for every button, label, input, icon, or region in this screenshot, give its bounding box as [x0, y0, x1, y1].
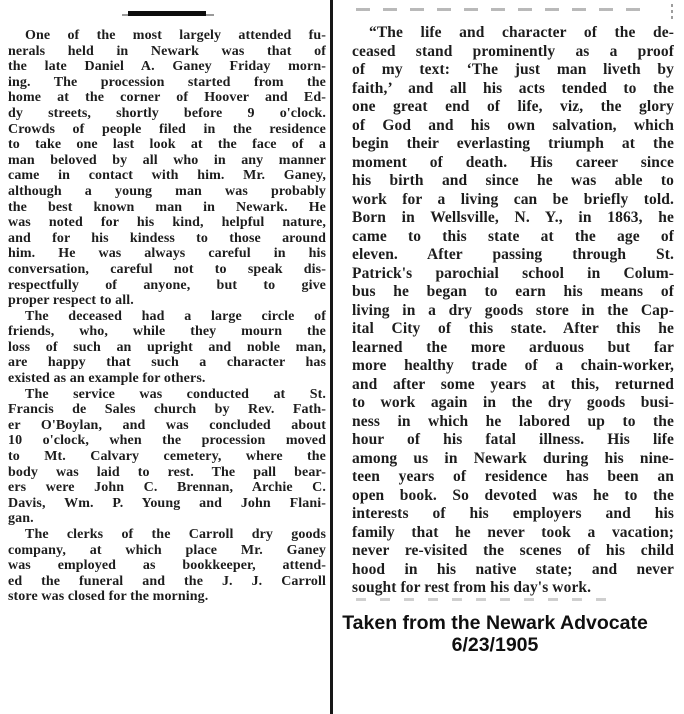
text-line: the best known man in Newark. He [8, 199, 326, 215]
text-line: although a young man was probably [8, 183, 326, 199]
text-line: of God and his own salvation, which [352, 116, 674, 134]
text-line: among us in Newark during his nine- [352, 449, 674, 467]
text-line: more healthy trade of a chain-worker, [352, 357, 674, 374]
text-line: body was laid to rest. The pall bear- [8, 464, 326, 480]
article-column-left [8, 28, 326, 605]
right-edge-rule-fragment [671, 4, 673, 21]
text-line: ers were John C. Brennan, Archie C. [8, 480, 326, 496]
text-line: The service was conducted at St. [25, 386, 326, 402]
text-line: ital City of this state. After this he [352, 320, 674, 337]
text-line: the late Daniel A. Ganey Friday morn- [8, 59, 326, 75]
text-line: begin their everlasting triumph at the [352, 135, 674, 152]
text-line: interests of his employers and his [352, 505, 674, 522]
text-line: gan. [8, 511, 34, 527]
text-line: dy streets, shortly before 9 o'clock. [8, 105, 326, 121]
text-line: proper respect to all. [8, 293, 134, 309]
text-line: are happy that such a character has [8, 355, 326, 371]
text-line: family that he never took a vacation; [352, 523, 674, 541]
text-line: ness in which he labored up to the [352, 412, 674, 430]
text-line: er O'Boylan, and was concluded about [8, 417, 326, 433]
text-line: hood in his native state; and never [352, 560, 674, 578]
text-line: was noted for his kind, helpful nature, [8, 215, 326, 231]
text-line: nerals held in Newark was that of [8, 43, 326, 59]
text-line: sought for rest from his day's work. [352, 579, 592, 596]
text-line: came in contact with him. Mr. Ganey, [8, 168, 326, 184]
text-line: bus he began to earn his means of [352, 283, 674, 300]
text-line: eleven. After passing through St. [352, 246, 674, 263]
text-line: never re-visited the scenes of his child [352, 542, 674, 559]
text-line: ceased stand prominently as a proof [352, 42, 674, 60]
text-line: to take one last look at the face of a [8, 137, 326, 153]
text-line: “The life and character of the de- [369, 24, 674, 41]
text-line: store was closed for the morning. [8, 589, 209, 605]
text-line: friends, who, while they mourn the [8, 324, 326, 340]
text-line: hour of his fatal illness. His life [352, 431, 674, 448]
text-line: to Mt. Calvary cemetery, where the [8, 449, 326, 465]
cropped-text-remnant-top [356, 8, 644, 11]
text-line: loss of such an upright and noble man, [8, 339, 326, 355]
text-line: living in a dry goods store in the Cap- [352, 301, 674, 319]
text-line: Born in Wellsville, N. Y., in 1863, he [352, 209, 674, 226]
article-column-right [352, 24, 674, 598]
text-line: respectfully of anyone, but to give [8, 277, 326, 293]
text-line: moment of death. His career since [352, 153, 674, 171]
text-line: work for a living can be briefly told. [352, 190, 674, 208]
text-line: and after some years at this, returned [352, 375, 674, 393]
text-line: learned the more arduous but far [352, 338, 674, 356]
text-line: company, at which place Mr. Ganey [8, 542, 326, 558]
text-line: Francis de Sales church by Rev. Fath- [8, 402, 326, 418]
text-line: was employed as bookkeeper, attend- [8, 558, 326, 574]
cropped-text-remnant-bottom [356, 598, 618, 601]
text-line: of my text: ‘The just man liveth by [352, 61, 674, 78]
text-line: The clerks of the Carroll dry goods [25, 527, 326, 542]
text-line: The deceased had a large circle of [25, 308, 326, 324]
text-line: came to this state at the age of [352, 227, 674, 245]
text-line: existed as an example for others. [8, 371, 206, 387]
text-line: teen years of residence has been an [352, 468, 674, 485]
text-line: open book. So devoted was he to the [352, 486, 674, 504]
text-line: one great end of life, viz, the glory [352, 98, 674, 115]
column-divider-rule [330, 0, 333, 714]
text-line: conversation, careful not to speak dis- [8, 261, 326, 277]
text-line: him. He was always careful in his [8, 246, 326, 262]
text-line: 10 o'clock, when the procession moved [8, 433, 326, 449]
headline-rule-fragment [128, 11, 206, 16]
caption-source-line: Taken from the Newark Advocate [342, 612, 648, 634]
caption-date-line: 6/23/1905 [451, 634, 539, 656]
text-line: One of the most largely attended fu- [25, 28, 326, 43]
text-line: home at the corner of Hoover and Ed- [8, 90, 326, 106]
text-line: faith,’ and all his acts tended to the [352, 79, 674, 97]
text-line: his birth and since he was able to [352, 172, 674, 189]
text-line: to work again in the dry goods busi- [352, 394, 674, 411]
text-line: ed the funeral and the J. J. Carroll [8, 573, 326, 589]
text-line: ing. The procession started from the [8, 74, 326, 90]
source-caption [340, 612, 650, 656]
text-line: man beloved by all who in any manner [8, 152, 326, 168]
text-line: Patrick's parochial school in Colum- [352, 264, 674, 282]
text-line: Davis, Wm. P. Young and John Flani- [8, 495, 326, 511]
text-line: and for his kindess to those around [8, 230, 326, 246]
text-line: Crowds of people filed in the residence [8, 121, 326, 137]
